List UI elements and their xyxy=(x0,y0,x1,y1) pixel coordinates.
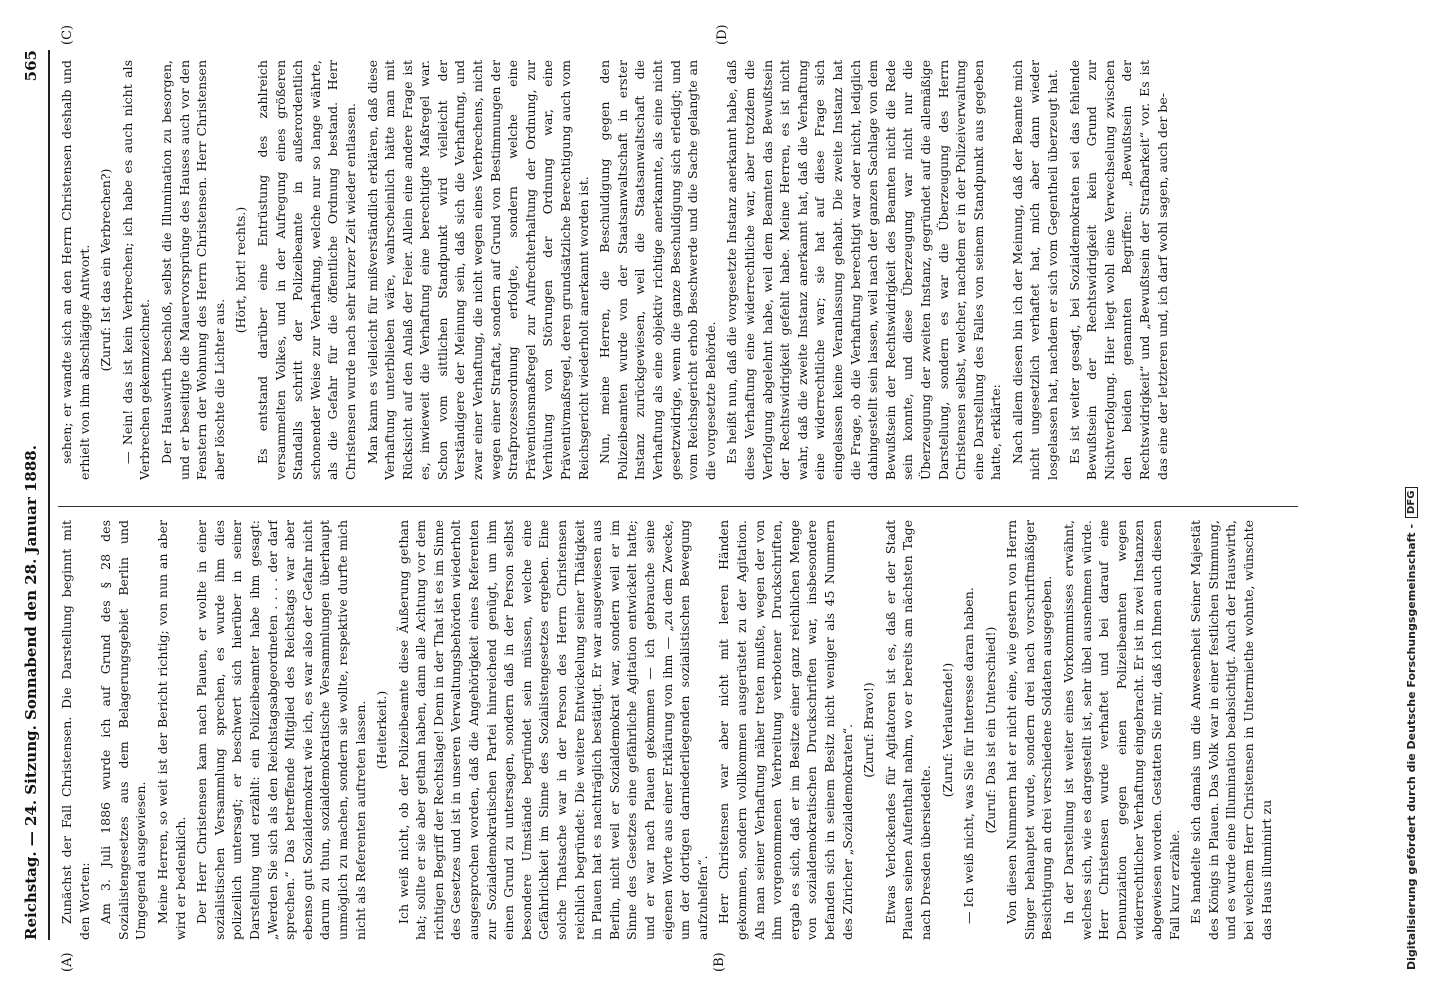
header-rule xyxy=(48,50,50,940)
paragraph: (Zuruf: Ist das ein Verbrechen?) xyxy=(98,168,114,372)
paragraph: — Ich weiß nicht, was Sie für Interesse daran haben. xyxy=(961,587,977,924)
paragraph: Es entstand darüber eine Entrüstung des zahlreich versammelten Volkes, und in der Aufregung eines größeren Standalls schritt der Polizeibeamte in außerordentlich schonender Weise zur Verhaftung, welche nur so lange währte, als die Gefahr für die öffentliche Ordnung bestand. Herr Christensen wurde nach sehr kurzer Zeit wieder entlassen. xyxy=(254,60,358,480)
paragraph: Zunächst der Fall Christensen. Die Darstellung beginnt mit den Worten: xyxy=(59,520,92,940)
page-header xyxy=(18,50,44,940)
paragraph: Herr Christensen war aber nicht mit leeren Händen gekommen, sondern vollkommen ausgerüstet zu der Agitation. Als man seiner Verhaftung näher treten mußte, wegen der von ihm vorgenommenen Verbreitung verbotener Druckschriften, ergab es sich, daß er im Besitze einer ganz reichlichen Menge von sozialdemokratischen Druckschriften war, insbesondere befanden sich in seinem Besitz nicht weniger als 45 Nummern des Züricher „Sozialdemokraten“. xyxy=(716,520,855,940)
margin-letter-d: (D) xyxy=(715,24,730,45)
paragraph: Von diesen Nummern hat er nicht eine, wie gestern von Herrn Singer behauptet wurde, sondern drei nach vorschriftmäßiger Besichtigung an drei verschiedene Soldaten ausgegeben. xyxy=(1004,520,1055,940)
paragraph: Man kann es vielleicht für mißverständlich erklären, daß diese Verhaftung unterblieben wäre, wahrscheinlich hätte man mit Rücksicht auf den Anlaß der Feier. Allein eine andere Frage ist es, inwieweit die Verhaftung eine berechtigte Maßregel war. Schon vom sittlichen Standpunkt wird vielleicht der Verständigere der Meinung sein, daß sich die Verhaftung, und zwar einer Verhaftung, die nicht wegen eines Verbrechens, nicht wegen einer Straftat, sondern auf Grund von Bestimmungen der Strafprozessordnung erfolgte, sondern welche eine Präventionsmaßregel zur Aufrechterhaltung der Ordnung, zur Verhütung von Störungen der Ordnung war, eine Präventivmaßregel, deren grundsätzliche Berechtigung auch vom Reichsgericht wiederholt anerkannt worden ist. xyxy=(364,60,591,480)
paragraph: (Hört, hört! rechts.) xyxy=(233,206,249,334)
paragraph: Meine Herren, so weit ist der Bericht richtig; von nun an aber wird er bedenklich. xyxy=(154,520,188,940)
paragraph: Es ist weiter gesagt, bei Sozialdemokraten sei das fehlende Bewußtsein der Rechtswidrigkeit kein Grund zur Nichtverfolgung. Hier liegt wohl eine Verwechselung zwischen den beiden genannten Begriffen: „Bewußtsein der Rechtswidrigkeit“ und „Bewußtsein der Strafbarkeit“ vor. Es ist das eine der letzteren und, ich darf wohl sagen, auch der be- xyxy=(1066,60,1170,480)
margin-letter-c: (C) xyxy=(60,24,75,45)
paragraph: Nach allem diesen bin ich der Meinung, daß der Beamte mich nicht ungesetzlich verhaftet hat, mich aber dann wieder losgelassen hat, nachdem er sich vom Gegentheil überzeugt hat. xyxy=(1009,60,1061,480)
paragraph: (Heiterkeit.) xyxy=(374,690,390,770)
right-column xyxy=(58,60,1298,480)
paragraph: (Zuruf: Verlaufende!) xyxy=(939,662,955,798)
column-divider xyxy=(58,506,1298,507)
paragraph: Der Hauswirth beschloß, selbst die Illumination zu besorgen, und er beseitigte die Mauervorsprünge des Hauses auch vor den Fenstern der Wohnung des Herrn Christensen. Herr Christensen aber löschte die Lichter aus. xyxy=(158,60,227,480)
dfg-logo: DFG xyxy=(1405,487,1418,518)
paragraph: (Zuruf: Das ist ein Unterschied!) xyxy=(982,626,998,834)
paragraph: sehen; er wandte sich an den Herrn Christensen deshalb und erhielt von ihm abschlägige Antwort. xyxy=(59,60,92,480)
paragraph: Nun, meine Herren, die Beschuldigung gegen den Polizeibeamten wurde von der Staatsanwaltschaft in erster Instanz zurückgewiesen, weil die Staatsanwaltschaft die Verhaftung als eine objektiv richtige anerkannte, als eine nicht gesetzwidrige, wenn die ganze Beschuldigung sich erledigt; und vom Reichsgericht erhob Beschwerde und die Sache gelangte an die vorgesetzte Behörde. xyxy=(597,60,718,480)
paragraph: Am 3. Juli 1886 wurde ich auf Grund des § 28 des Sozialistengesetzes aus dem Belagerungsgebiet Berlin und Umgegend ausgewiesen. xyxy=(98,520,149,940)
paragraph: (Zuruf: Bravo!) xyxy=(861,682,877,778)
header-title: Reichstag. — 24. Sitzung. Sonnabend den 28. Januar 1888. xyxy=(22,445,40,940)
paragraph: Der Herr Christensen kam nach Plauen, er wollte in einer sozialistischen Versammlung sprechen, es wurde ihm dies polizeilich untersagt; er beschwert sich hierüber in seiner Darstellung und erzählt: ein Polizeibeamter habe ihm gesagt: „Werden Sie sich als den Reichstagsabgeordneten . . . . der darf sprechen.“ Das betreffende Mitglied des Reichstags war aber ebenso gut Sozialdemokrat wie ich, es war also der Gefahr nicht darum zu thun, sozialdemokratische Versammlungen überhaupt unmöglich zu machen, sondern sie wollte, respektive durfte mich nicht als Referenten auftreten lassen. xyxy=(194,520,368,940)
paragraph: In der Darstellung ist weiter eines Vorkommnisses erwähnt, welches sich, wie es dargestellt ist, sehr übel ausnehmen würde. Herr Christensen wurde verhaftet und bei darauf eine Denunziation gegen einen Polizeibeamten wegen widerrechtlicher Verhaftung eingebracht. Er ist in zwei Instanzen abgewiesen worden. Gestatten Sie mir, daß ich Ihnen auch diesen Fall kurz erzähle. xyxy=(1061,520,1182,940)
paragraph: Es heißt nun, daß die vorgesetzte Instanz anerkannt habe, daß diese Verhaftung eine widerrechtliche war, aber trotzdem die Verfolgung abgelehnt habe, weil dem Beamten das Bewußtsein der Rechtswidrigkeit gefehlt habe. Meine Herren, es ist nicht wahr, daß die zweite Instanz anerkannt hat, daß die Verhaftung eine widerrechtliche war; sie hat auf diese Frage sich eingelassen keine Veranlassung gehabt. Die zweite Instanz hat die Frage, ob die Verhaftung berechtigt war oder nicht, lediglich dahingestellt sein lassen, weil nach der ganzen Sachlage von dem Bewußtsein der Rechtswidrigkeit des Beamten nicht die Rede sein konnte, und diese Überzeugung war nicht nur die Überzeugung der zweiten Instanz, gegründet auf die allemäßige Darstellung, sondern es war die Überzeugung des Herrn Christensen selbst, welcher, nachdem er in der Polizeiverwaltung eine Darstellung des Falles von seinem Standpunkt aus gegeben hatte, erklärte: xyxy=(724,60,1004,480)
margin-letter-a: (A) xyxy=(60,952,75,972)
paragraph: — Nein! das ist kein Verbrechen; ich habe es auch nicht als Verbrechen gekennzeichnet. xyxy=(119,60,153,480)
left-column xyxy=(58,520,1298,940)
margin-letter-b: (B) xyxy=(712,952,727,972)
footer-text: Digitalisierung gefördert durch die Deutsche Forschungsgemeinschaft - xyxy=(1405,523,1418,970)
paragraph: Es handelte sich damals um die Anwesenheit Seiner Majestät des Königs in Plauen. Das Volk war in einer festlichen Stimmung, und es wurde eine Illumination beabsichtigt. Auch der Hauswirth, bei welchem Herr Christensen in Untermiethe wohnte, wünschte das Haus illuminirt zu xyxy=(1188,520,1274,940)
page-number: 565 xyxy=(22,50,40,82)
paragraph: Ich weiß nicht, ob der Polizeibeamte diese Äußerung gethan hat; sollte er sie aber gethan haben, dann alle Achtung vor dem richtigen Begriff der Rechtslage! Denn in der That ist es im Sinne des Gesetzes und ist in unseren Verwaltungsbehörden wiederholt ausgesprochen worden, daß die Angehörigkeit eines Referenten zur Sozialdemokratischen Partei hinreichend genügt, um ihm einen Grund zu untersagen, sondern daß in der Person selbst besondere Umstände begründet sein müssen, welche eine Gefährlichkeit im Sinne des Sozialistengesetzes ergeben. Eine solche Thatsache war in der Person des Herrn Christensen reichlich begründet: Die weitere Entwickelung seiner Thätigkeit in Plauen hat es nachträglich bestätigt. Er war ausgewiesen aus Berlin, nicht weil er Sozialdemokrat war, sondern weil er im Sinne des Gesetzes eine gefährliche Agitation entwickelt hatte; und er war nach Plauen gekommen — ich gebrauche seine eigenen Worte aus einer Erklärung von ihm — „zu dem Zwecke, um der dortigen darniederliegenden sozialistischen Bewegung aufzuhelfen“. xyxy=(395,520,710,940)
paragraph: Etwas Verlockendes für Agitatoren ist es, daß er der Stadt Plauen seinen Aufenthalt nahm, wo er bereits am nächsten Tage nach Dresden übersiedelte. xyxy=(882,520,933,940)
digitization-footer xyxy=(1405,487,1418,970)
